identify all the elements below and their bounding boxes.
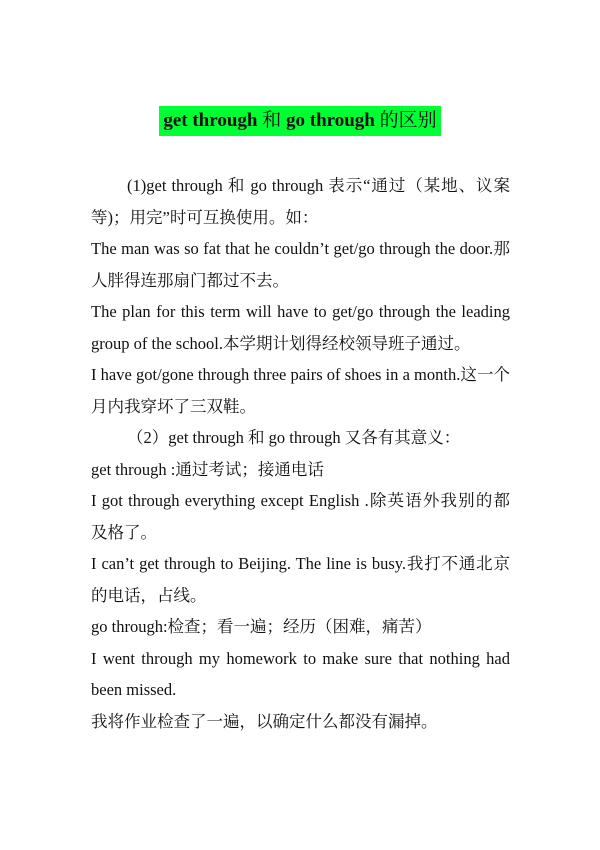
title-term-2: go through: [286, 110, 375, 131]
paragraph-example-plan: The plan for this term will have to get/go through the leading group of the school.本学期计划得经校领导班子通过。: [91, 302, 510, 353]
paragraph-example-homework: I went through my homework to make sure that nothing had been missed.: [91, 648, 510, 699]
title-wrap: [0, 106, 600, 136]
document-title: [159, 106, 440, 136]
title-suffix: 的区别: [374, 110, 437, 131]
paragraph-example-english: I got through everything except English .除英语外我别的都及格了。: [91, 491, 510, 542]
paragraph-get-through-meaning: get through :通过考试；接通电话: [91, 459, 324, 479]
paragraph-point-1: (1)get through 和 go through 表示“通过（某地、议案等)；用完”时可互换使用。如：: [91, 176, 510, 227]
title-conjunction: 和: [257, 110, 286, 131]
paragraph-example-shoes: I have got/gone through three pairs of shoes in a month.这一个月内我穿坏了三双鞋。: [91, 365, 510, 416]
title-term-1: get through: [163, 110, 258, 131]
document-body: [91, 170, 510, 737]
paragraph-example-beijing: I can’t get through to Beijing. The line is busy.我打不通北京的电话，占线。: [91, 554, 510, 605]
paragraph-example-door: The man was so fat that he couldn’t get/go through the door.那人胖得连那扇门都过不去。: [91, 239, 510, 290]
paragraph-go-through-meaning: go through:检查；看一遍；经历（困难，痛苦）: [91, 617, 432, 636]
paragraph-example-homework-translation: 我将作业检查了一遍，以确定什么都没有漏掉。: [91, 711, 438, 731]
paragraph-point-2: （2）get through 和 go through 又各有其意义：: [127, 428, 461, 447]
